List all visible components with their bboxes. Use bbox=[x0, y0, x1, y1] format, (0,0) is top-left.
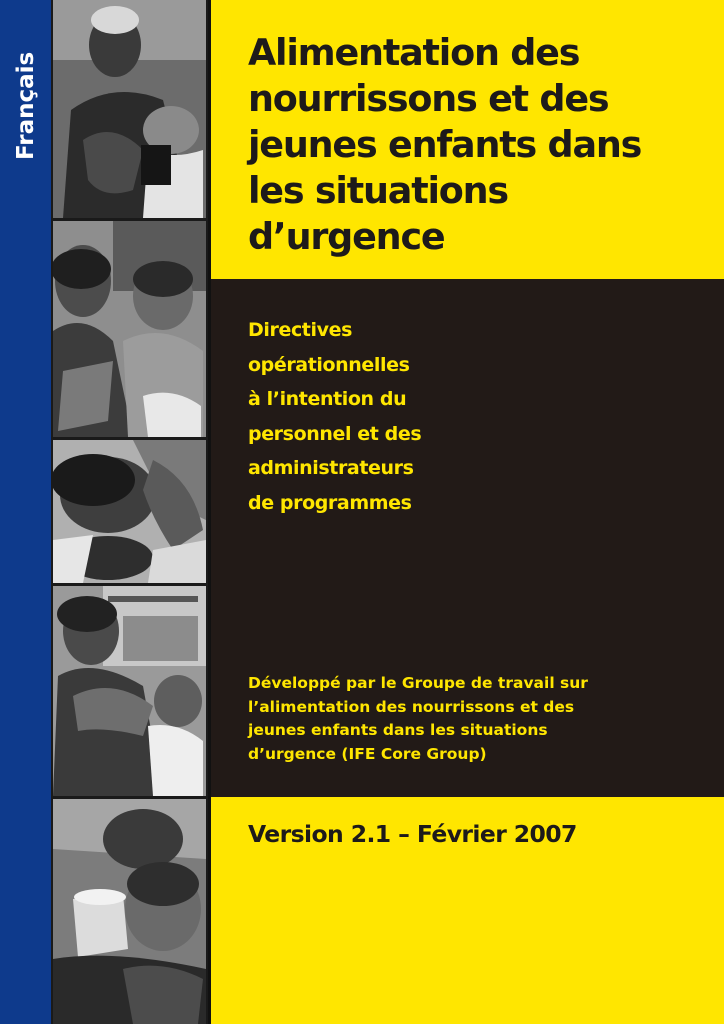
photo-mother-with-toddler bbox=[53, 221, 206, 437]
photo-child-drinking-cup bbox=[53, 799, 206, 1024]
subtitle-line: administrateurs bbox=[248, 457, 414, 479]
photo-column bbox=[51, 0, 208, 1024]
language-label: Français bbox=[13, 51, 39, 160]
document-title: Alimentation des nourrissons et des jeunes enfants dans les situations d’urgence bbox=[248, 31, 642, 258]
subtitle-line: de programmes bbox=[248, 491, 412, 514]
credit-line: l’alimentation des nourrissons et des bbox=[248, 697, 575, 716]
subtitle-line: opérationnelles bbox=[248, 353, 410, 376]
credit-line: Développé par le Groupe de travail sur bbox=[248, 674, 588, 692]
credit-line: d’urgence (IFE Core Group) bbox=[248, 744, 487, 763]
photo-mother-breastfeeding bbox=[53, 0, 206, 218]
photo-mother-carrying-baby bbox=[53, 586, 206, 796]
subtitle-line: à l’intention du bbox=[248, 388, 407, 410]
language-strip bbox=[0, 0, 51, 1024]
photo-mother-lying-with-baby bbox=[53, 440, 206, 583]
subtitle-line: Directives bbox=[248, 319, 352, 341]
document-subtitle bbox=[248, 313, 488, 520]
credit-line: jeunes enfants dans les situations bbox=[248, 721, 548, 739]
developed-by-credit bbox=[248, 672, 668, 766]
subtitle-line: personnel et des bbox=[248, 422, 422, 445]
version-label: Version 2.1 – Février 2007 bbox=[248, 820, 577, 848]
